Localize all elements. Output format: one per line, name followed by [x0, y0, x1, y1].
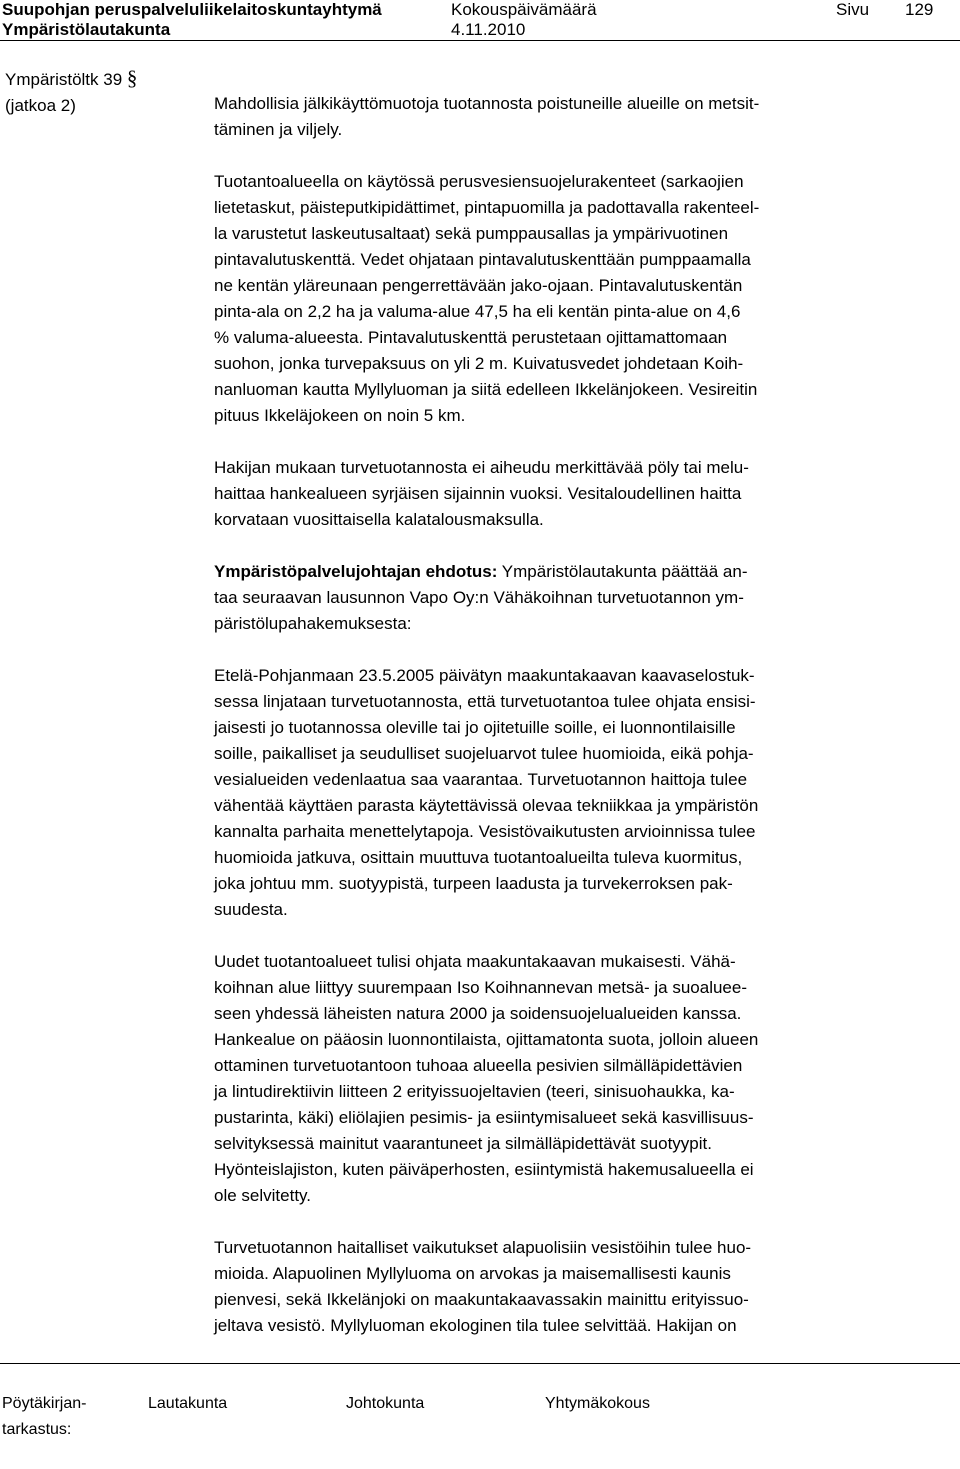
proposal-paragraph: [214, 559, 934, 637]
proposal-lead: Ympäristöpalvelujohtajan ehdotus:: [214, 562, 498, 581]
meeting-date: 4.11.2010: [451, 20, 526, 39]
page-header: [0, 0, 960, 41]
section-sign: §: [126, 66, 138, 90]
page-number: 129: [905, 0, 934, 19]
footer-col-board: Lautakunta: [148, 1395, 228, 1412]
paragraph: Uudet tuotantoalueet tulisi ohjata maakuntakaavan mukaisesti. Vähä- koihnan alue liittyy suurempaan Iso Koihnannevan metsä- ja suoaluee- seen yhdessä läheisten natura 2000 ja soidensuojelualueiden kanssa. Hankealue on pääosin luonnontilaista, ojittamatonta suota, jolloin alueen ottaminen turvetuotantoon tuhoaa alueella pesivien silmälläpidettävien ja lintudirektiivin liitteen 2 erityissuojeltavien (teeri, sinisuohaukka, ka- pustarinta, käki) eliölajien pesimis- ja esiintymisalueet sekä kasvillisuus- selvityksessä mainitut vaarantuneet ja silmälläpidettävät suotyypit. Hyönteislajiston, kuten päiväperhosten, esiintymistä hakemusalueella ei ole selvitetty.: [214, 952, 759, 1205]
proposal-text: Ympäristölautakunta päättää an- taa seuraavan lausunnon Vapo Oy:n Vähäkoihnan turvetuotannon ym- päristölupahakemuksesta:: [214, 562, 748, 633]
paragraph: Etelä-Pohjanmaan 23.5.2005 päivätyn maakuntakaavan kaavaselostuk- sessa linjataan turvetuotannosta, että turvetuotantoa tulee ohjata ensisi- jaisesti jo tuotannossa oleville tai jo ojitetuille soille, ei luonnontilaisille soille, paikalliset ja seudulliset suojeluarvot tulee huomioida, eikä pohja- vesialueiden vedenlaatua saa vaarantaa. Turvetuotannon haittoja tulee vähentää käyttäen parasta käytettävissä olevaa tekniikkaa ja ympäristön kannalta parhaita menettelytapoja. Vesistövaikutusten arvioinnissa tulee huomioida jatkuva, osittain muuttuva tuotantoalueilta tuleva kuormitus, joka johtuu mm. suotyypistä, turpeen laadusta ja turvekerroksen pak- suudesta.: [214, 666, 759, 919]
footer-col-executive: Johtokunta: [346, 1395, 425, 1412]
body-text: [214, 91, 934, 1365]
paragraph: Turvetuotannon haitalliset vaikutukset alapuolisiin vesistöihin tulee huo- mioida. Alapuolinen Myllyluoma on arvokas ja maisemallisesti kaunis pienvesi, sekä Ikkelänjoki on maakuntakaavassakin mainittu erityissuo- jeltava vesistö. Myllyluoman ekologinen tila tulee selvittää. Hakijan on: [214, 1238, 752, 1335]
footer-review-label: Pöytäkirjan- tarkastus:: [2, 1395, 87, 1438]
page-label: Sivu: [836, 0, 870, 19]
section-reference: [5, 65, 137, 119]
footer-divider: [0, 1363, 960, 1364]
meeting-date-label: Kokouspäivämäärä: [451, 0, 597, 19]
board-name: Ympäristölautakunta: [2, 20, 171, 39]
footer-col-assembly: Yhtymäkokous: [545, 1395, 650, 1412]
organization-name: Suupohjan peruspalveluliikelaitoskuntayhtymä: [2, 0, 382, 19]
section-continued: (jatkoa 2): [5, 96, 76, 115]
paragraph: Tuotantoalueella on käytössä perusvesiensuojelurakenteet (sarkaojien lietetaskut, päisteputkipidättimet, pintapuomilla ja padottavalla rakenteel- la varustetut laskeutusaltaat) sekä pumppausallas ja ympärivuotinen pintavalutuskenttä. Vedet ohjataan pintavalutuskenttään pumppaamalla ne kentän yläreunaan pengerrettävään jako-ojaan. Pintavalutuskentän pinta-ala on 2,2 ha ja valuma-alue 47,5 ha eli kentän pinta-alue on 4,6 % valuma-alueesta. Pintavalutuskenttä perustetaan ojittamattomaan suohon, jonka turvepaksuus on yli 2 m. Kuivatusvedet johdetaan Koih- nanluoman kautta Myllyluoman ja siitä edelleen Ikkelänjokeen. Vesireitin pituus Ikkeläjokeen on noin 5 km.: [214, 172, 760, 425]
paragraph: Hakijan mukaan turvetuotannosta ei aiheudu merkittävää pöly tai melu- haittaa hankealueen syrjäisen sijainnin vuoksi. Vesitaloudellinen haitta korvataan vuosittaisella kalatalousmaksulla.: [214, 458, 749, 529]
paragraph: Mahdollisia jälkikäyttömuotoja tuotannosta poistuneille alueille on metsit- täminen ja viljely.: [214, 94, 760, 139]
section-ref: Ympäristöltk 39: [5, 70, 123, 89]
